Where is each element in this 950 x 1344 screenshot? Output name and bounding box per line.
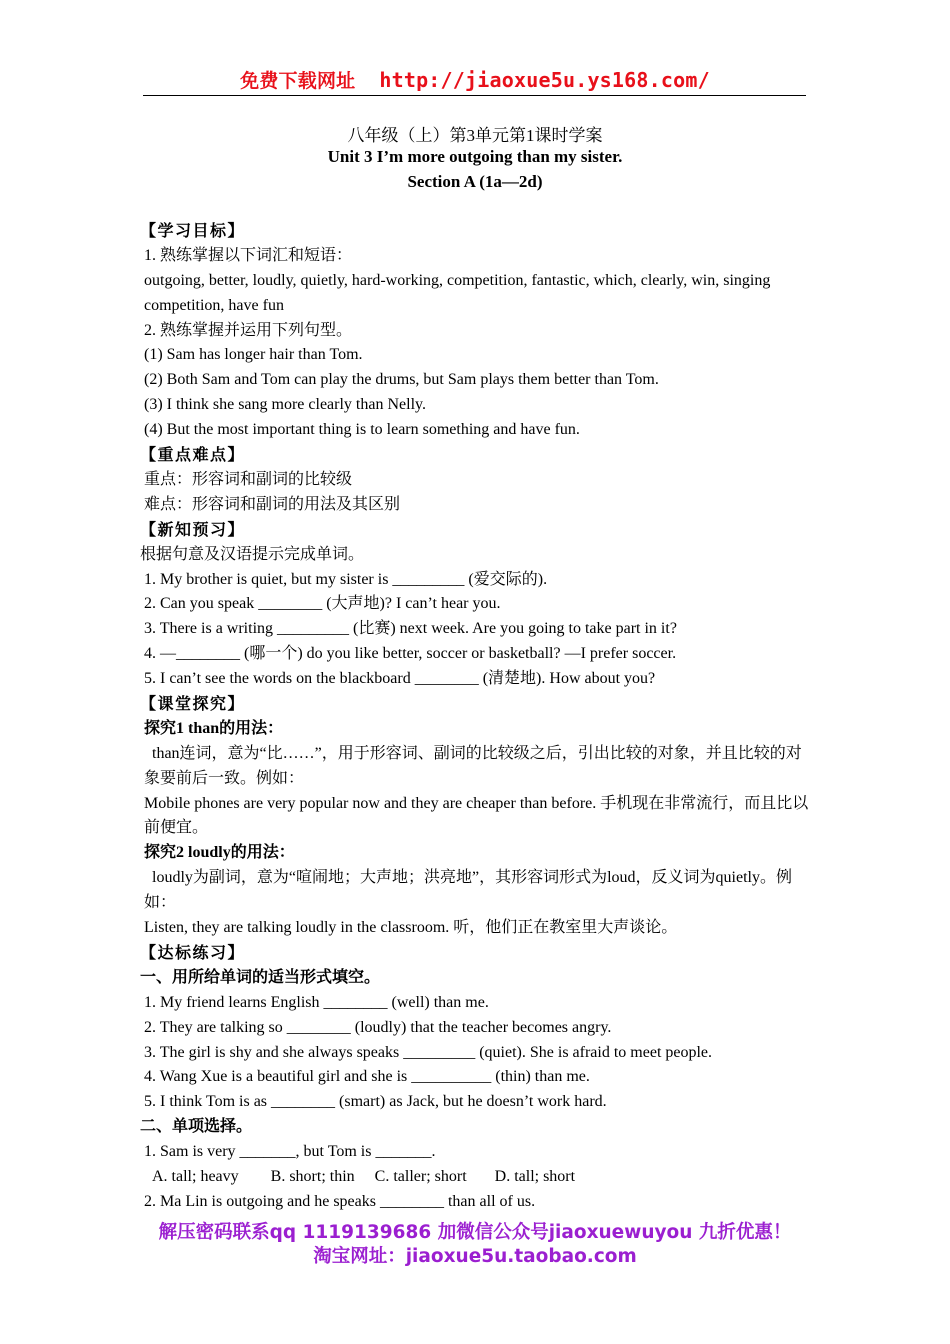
goals-item1-label: 1. 熟练掌握以下词汇和短语： — [144, 246, 353, 264]
choice-option: D. tall; short — [494, 1167, 576, 1185]
footer-password-note: 解压密码联系qq 1119139686 加微信公众号jiaoxuewuyou 九折优惠！ — [158, 1222, 792, 1243]
footer-shop-url[interactable]: 淘宝网址：jiaoxue5u.taobao.com — [313, 1246, 637, 1267]
choice-option: C. taller; short — [374, 1167, 467, 1185]
explore-heading: 【课堂探究】 — [140, 693, 246, 713]
practice-heading: 【达标练习】 — [140, 942, 246, 962]
lesson-title: 八年级（上）第3单元第1课时学案 — [347, 126, 603, 145]
choice-option: A. tall; heavy — [152, 1167, 239, 1185]
worksheet-body — [140, 219, 812, 1215]
goals-heading: 【学习目标】 — [140, 221, 246, 240]
preview-item: 5. I can’t see the words on the blackboard ________ (清楚地). How about you? — [144, 670, 656, 688]
goals-sentence: (1) Sam has longer hair than Tom. — [144, 346, 363, 364]
keypoints-heading: 【重点难点】 — [140, 445, 246, 465]
explore-topic1-title: 探究1 than的用法： — [144, 719, 284, 737]
practice-item: 4. Wang Xue is a beautiful girl and she is __________ (thin) than me. — [144, 1068, 590, 1086]
section-title: Section A (1a—2d) — [407, 172, 543, 191]
download-header — [0, 66, 950, 93]
explore-topic2-example: Listen, they are talking loudly in the classroom. 听，他们正在教室里大声谈论。 — [144, 919, 678, 937]
practice-part1-title: 一、用所给单词的适当形式填空。 — [140, 968, 381, 986]
explore-topic2-text: loudly为副词，意为“喧闹地；大声地；洪亮地”，其形容词形式为loud，反义词为quietly。例如： — [144, 869, 792, 912]
unit-title: Unit 3 I’m more outgoing than my sister. — [327, 147, 623, 166]
preview-item: 1. My brother is quiet, but my sister is _________ (爱交际的). — [144, 570, 548, 588]
explore-topic1-example: Mobile phones are very popular now and they are cheaper than before. 手机现在非常流行，而且比以前便宜。 — [144, 794, 809, 837]
goals-vocabulary: outgoing, better, loudly, quietly, hard-working, competition, fantastic, which, clearly, win, singing competition, have fun — [144, 271, 771, 314]
header-divider — [143, 95, 806, 96]
goals-sentence: (4) But the most important thing is to learn something and have fun. — [144, 421, 580, 439]
explore-topic1-text: than连词，意为“比……”，用于形容词、副词的比较级之后，引出比较的对象，并且比较的对象要前后一致。例如： — [144, 744, 802, 787]
choice-question: 2. Ma Lin is outgoing and he speaks ________ than all of us. — [144, 1192, 536, 1210]
preview-heading: 【新知预习】 — [140, 519, 246, 539]
goals-item2-label: 2. 熟练掌握并运用下列句型。 — [144, 321, 353, 339]
header-label: 免费下载网址 — [240, 70, 356, 92]
goals-sentence: (2) Both Sam and Tom can play the drums, but Sam plays them better than Tom. — [144, 371, 659, 389]
choice-option: B. short; thin — [270, 1167, 355, 1185]
goals-sentence: (3) I think she sang more clearly than Nelly. — [144, 396, 426, 414]
practice-item: 1. My friend learns English ________ (well) than me. — [144, 993, 489, 1011]
preview-item: 3. There is a writing _________ (比赛) next week. Are you going to take part in it? — [144, 620, 677, 638]
header-url-link[interactable]: http://jiaoxue5u.ys168.com/ — [379, 68, 710, 92]
choice-options — [140, 1165, 812, 1190]
keypoints-key: 重点：形容词和副词的比较级 — [144, 470, 353, 488]
keypoints-difficult: 难点：形容词和副词的用法及其区别 — [144, 495, 401, 513]
choice-question: 1. Sam is very _______, but Tom is _______. — [144, 1143, 436, 1161]
preview-instruction: 根据句意及汉语提示完成单词。 — [140, 545, 365, 563]
preview-item: 4. —________ (哪一个) do you like better, soccer or basketball? —I prefer soccer. — [144, 645, 677, 663]
practice-item: 2. They are talking so ________ (loudly) that the teacher becomes angry. — [144, 1018, 612, 1036]
practice-item: 5. I think Tom is as ________ (smart) as Jack, but he doesn’t work hard. — [144, 1093, 607, 1111]
preview-item: 2. Can you speak ________ (大声地)? I can’t hear you. — [144, 595, 501, 613]
explore-topic2-title: 探究2 loudly的用法： — [144, 844, 295, 862]
practice-item: 3. The girl is shy and she always speaks _________ (quiet). She is afraid to meet people. — [144, 1043, 713, 1061]
practice-part2-title: 二、单项选择。 — [140, 1118, 253, 1136]
